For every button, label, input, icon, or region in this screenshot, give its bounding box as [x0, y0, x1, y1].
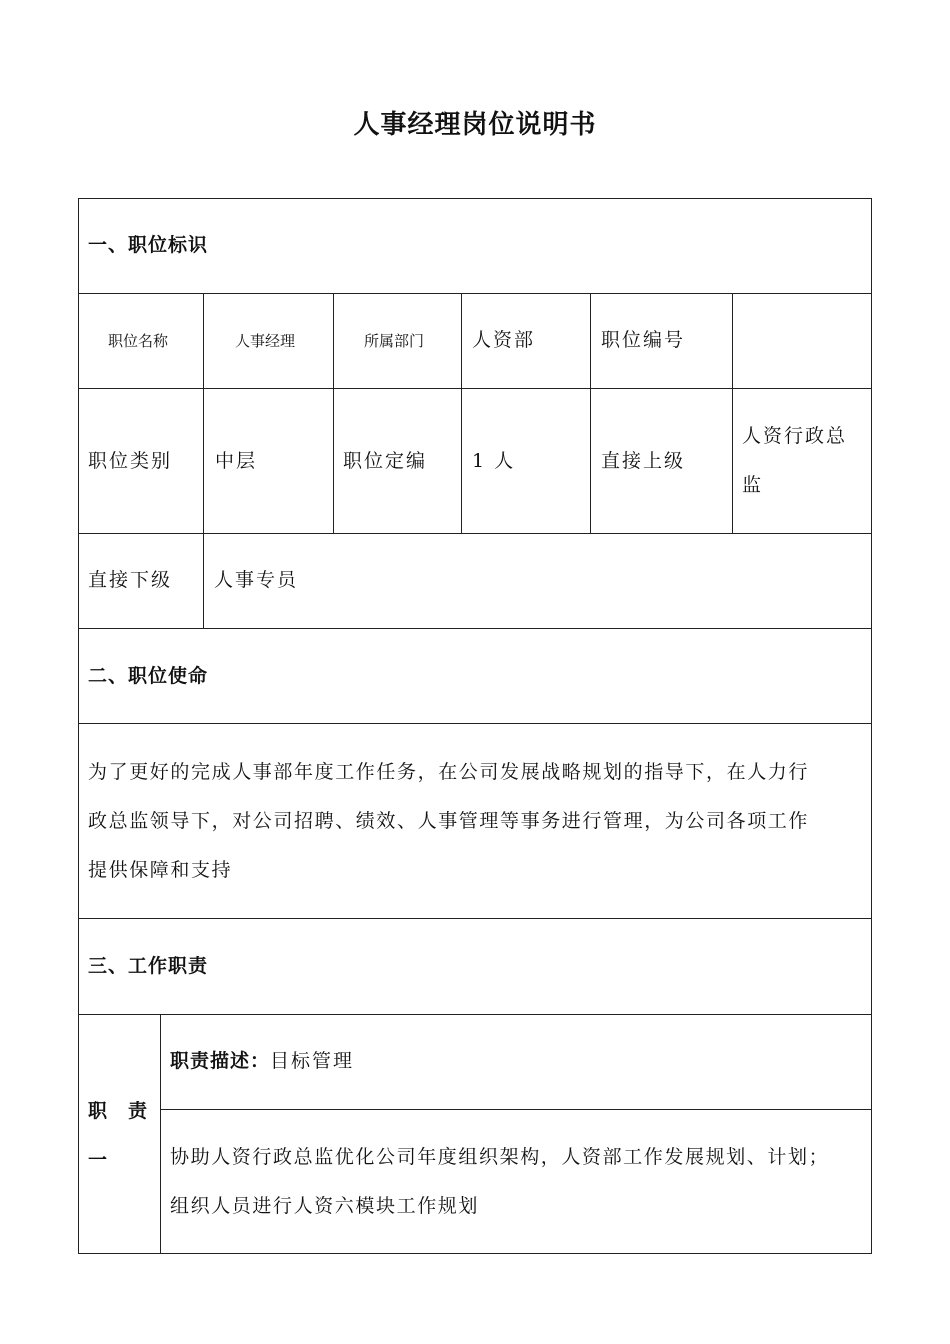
value-department: 人资部	[472, 329, 536, 351]
row-divider	[78, 293, 872, 294]
label-department: 所属部门	[364, 332, 425, 350]
value-position-category: 中层	[215, 450, 258, 472]
col-divider	[160, 1014, 161, 1254]
duty-content-line: 组织人员进行人资六模块工作规划	[170, 1195, 480, 1217]
duty-label-number: 一	[88, 1149, 109, 1171]
row-divider	[78, 918, 872, 919]
duty-description-label: 职责描述：	[170, 1050, 271, 1072]
label-direct-subordinate: 直接下级	[88, 569, 173, 591]
col-divider	[203, 293, 204, 533]
label-position-code: 职位编号	[601, 329, 686, 351]
duty-description	[170, 1049, 354, 1073]
value-direct-superior: 人资行政总	[742, 425, 848, 447]
row-divider	[78, 1014, 872, 1015]
row-divider	[78, 533, 872, 534]
mission-line: 政总监领导下，对公司招聘、绩效、人事管理等事务进行管理，为公司各项工作	[88, 810, 810, 832]
section-heading-identity: 一、职位标识	[88, 234, 209, 256]
label-position-name: 职位名称	[108, 332, 169, 350]
label-headcount: 职位定编	[343, 450, 428, 472]
duty-content-line: 协助人资行政总监优化公司年度组织架构，人资部工作发展规划、计划；	[170, 1146, 830, 1168]
value-position-name: 人事经理	[235, 332, 296, 350]
label-direct-superior: 直接上级	[601, 450, 686, 472]
page-title: 人事经理岗位说明书	[353, 110, 597, 140]
mission-line: 提供保障和支持	[88, 859, 233, 881]
col-divider	[732, 293, 733, 533]
job-description-table	[78, 198, 872, 1254]
value-direct-superior-cont: 监	[742, 474, 764, 496]
row-divider	[160, 1109, 872, 1110]
col-divider	[461, 293, 462, 533]
label-position-category: 职位类别	[88, 450, 173, 472]
row-divider	[78, 388, 872, 389]
row-divider	[78, 628, 872, 629]
mission-line: 为了更好的完成人事部年度工作任务，在公司发展战略规划的指导下，在人力行	[88, 761, 810, 783]
col-divider	[590, 293, 591, 533]
duty-description-value: 目标管理	[270, 1050, 355, 1072]
value-direct-subordinate: 人事专员	[214, 569, 299, 591]
duty-label: 职 责	[88, 1100, 149, 1122]
section-heading-mission: 二、职位使命	[88, 665, 209, 687]
col-divider	[333, 293, 334, 533]
value-headcount: 1 人	[472, 450, 516, 472]
col-divider	[203, 533, 204, 628]
row-divider	[78, 723, 872, 724]
section-heading-duties: 三、工作职责	[88, 955, 209, 977]
